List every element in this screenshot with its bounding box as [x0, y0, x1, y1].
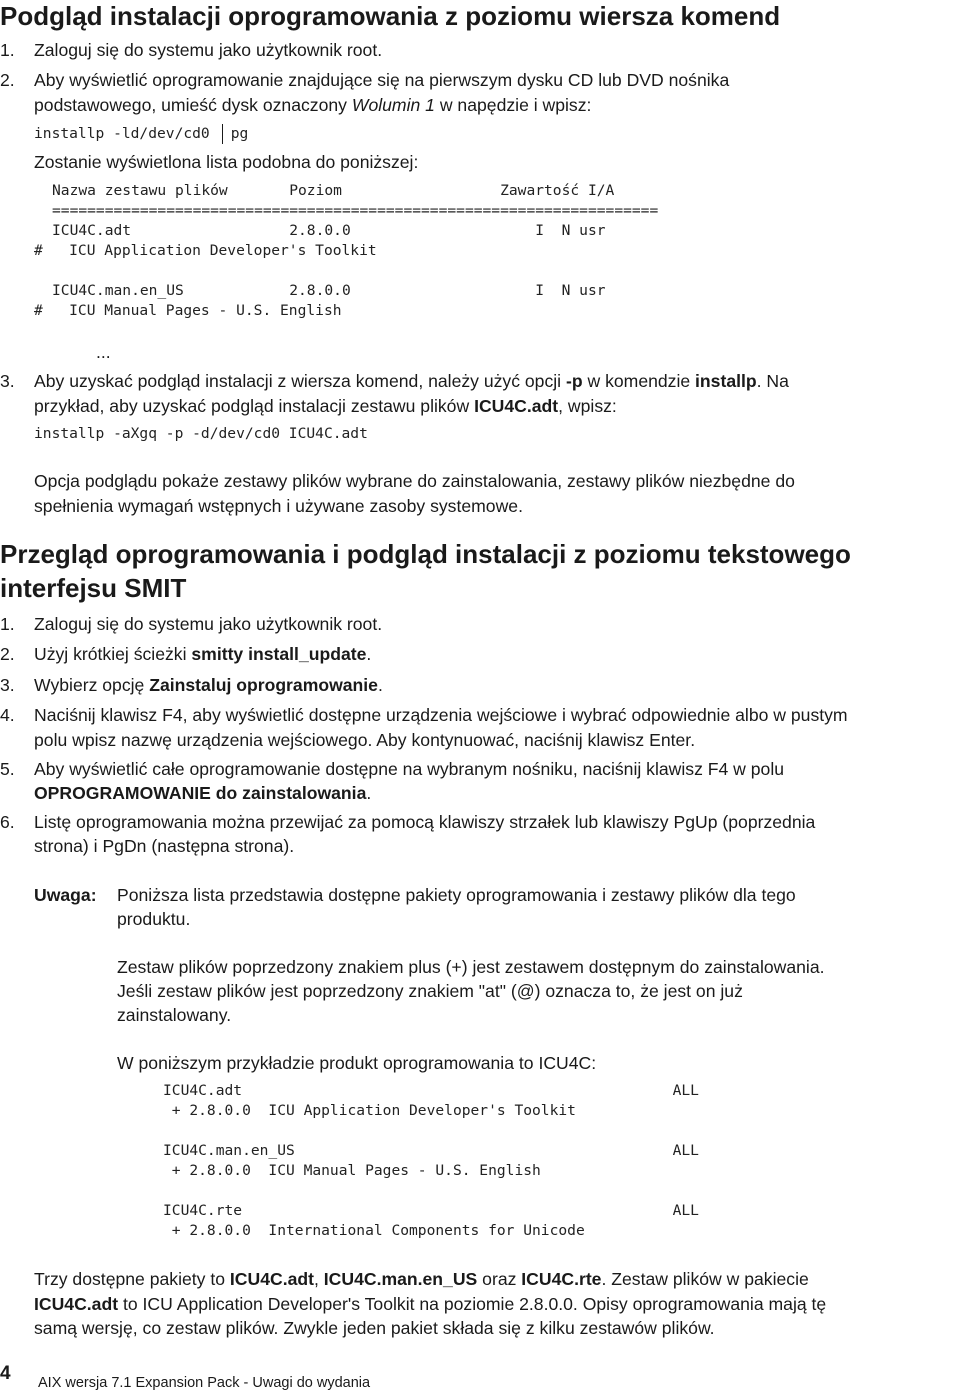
code-line: Nazwa zestawu plików Poziom Zawartość I/A	[52, 182, 615, 199]
option-flag: -p	[565, 371, 583, 391]
list-item	[0, 642, 371, 666]
list-item	[0, 612, 382, 636]
step-text-continuation: strona) i PgDn (następna strona).	[34, 836, 295, 856]
text-segment: Użyj krótkiej ścieżki	[34, 644, 192, 664]
step-text: Zaloguj się do systemu jako użytkownik root.	[34, 614, 383, 634]
page-number: 4	[0, 1363, 11, 1384]
step-text-continuation	[34, 394, 617, 418]
code-block-listing	[34, 181, 658, 321]
text-segment: , wpisz:	[558, 396, 617, 416]
text-segment: . Na	[756, 371, 789, 391]
command-name: installp	[695, 371, 757, 391]
summary-line	[34, 1267, 809, 1291]
package-name: ICU4C.man.en_US	[323, 1269, 478, 1289]
text-segment: oraz	[477, 1269, 522, 1289]
text-segment: w napędzie i wpisz:	[434, 95, 592, 115]
step-text-continuation: polu wpisz nazwę urządzenia wejściowego. Aby kontynuować, naciśnij klawisz Enter.	[34, 730, 696, 750]
list-item	[0, 673, 383, 697]
summary-line: samą wersję, co zestaw plików. Zwykle jeden pakiet składa się z kilku zestawów plików.	[34, 1318, 715, 1338]
volume-name: Wolumin 1	[351, 95, 435, 115]
text-segment: Trzy dostępne pakiety to	[34, 1269, 230, 1289]
step-number: 5.	[0, 759, 15, 779]
code-line: ICU4C.rte ALL	[163, 1202, 699, 1219]
paragraph: Opcja podglądu pokaże zestawy plików wybrane do zainstalowania, zestawy plików niezbędne do	[34, 471, 795, 491]
code-block-example	[163, 1081, 699, 1241]
step-text: Naciśnij klawisz F4, aby wyświetlić dostępne urządzenia wejściowe i wybrać odpowiednie albo w pustym	[34, 705, 848, 725]
note-label: Uwaga:	[34, 885, 97, 905]
text-segment: Aby uzyskać podgląd instalacji z wiersza komend, należy użyć opcji	[34, 371, 566, 391]
text-segment: Wybierz opcję	[34, 675, 150, 695]
step-number: 6.	[0, 812, 15, 832]
paragraph: spełnienia wymagań wstępnych i używane zasoby systemowe.	[34, 496, 523, 516]
note-text: W poniższym przykładzie produkt oprogramowania to ICU4C:	[117, 1053, 597, 1073]
step-number: 4.	[0, 705, 15, 725]
command-text: installp -ld/dev/cd0	[34, 125, 210, 142]
package-name: ICU4C.rte	[521, 1269, 602, 1289]
code-line: ICU4C.man.en_US 2.8.0.0 I N usr	[52, 282, 606, 299]
step-text: Listę oprogramowania można przewijać za pomocą klawiszy strzałek lub klawiszy PgUp (poprzednia	[34, 812, 816, 832]
note-text: Jeśli zestaw plików jest poprzedzony znakiem "at" (@) oznacza to, że jest on już	[117, 981, 743, 1001]
text-segment: ,	[314, 1269, 324, 1289]
code-line: # ICU Manual Pages - U.S. English	[34, 302, 342, 319]
code-line: =====================================================================	[52, 202, 659, 219]
list-item	[0, 369, 789, 393]
text-segment: podstawowego, umieść dysk oznaczony	[34, 95, 352, 115]
step-text: Aby wyświetlić całe oprogramowanie dostępne na wybranym nośniku, naciśnij klawisz F4 w polu	[34, 759, 785, 779]
list-item	[0, 38, 382, 62]
listing-intro: Zostanie wyświetlona lista podobna do poniższej:	[34, 152, 419, 172]
code-line: + 2.8.0.0 International Components for Unicode	[163, 1222, 585, 1239]
code-line-empty	[163, 1121, 699, 1141]
fastpath-name: smitty install_update	[191, 644, 367, 664]
text-segment: .	[366, 783, 372, 803]
note-text: zainstalowany.	[117, 1005, 232, 1025]
section-title-cli-preview: Podgląd instalacji oprogramowania z poziomu wiersza komend	[0, 1, 781, 31]
step-number: 1.	[0, 40, 15, 60]
text-segment: w komendzie	[582, 371, 696, 391]
code-line-empty	[34, 261, 658, 281]
list-item	[0, 810, 815, 834]
step-number: 3.	[0, 675, 15, 695]
package-name: ICU4C.adt	[229, 1269, 314, 1289]
text-segment: .	[377, 675, 383, 695]
step-text-continuation	[34, 93, 591, 117]
package-name: ICU4C.adt	[34, 1294, 119, 1314]
step-text-continuation	[34, 781, 371, 805]
code-line: ICU4C.adt 2.8.0.0 I N usr	[52, 222, 606, 239]
step-number: 2.	[0, 70, 15, 90]
section-title-smit: Przegląd oprogramowania i podgląd instalacji z poziomu tekstowego	[0, 539, 851, 569]
code-line-empty	[163, 1181, 699, 1201]
step-text: Zaloguj się do systemu jako użytkownik root.	[34, 40, 383, 60]
ellipsis: ...	[96, 342, 111, 362]
step-number: 2.	[0, 644, 15, 664]
command-text: pg	[230, 125, 249, 142]
code-line: ICU4C.man.en_US ALL	[163, 1142, 699, 1159]
section-title-smit-continuation: interfejsu SMIT	[0, 573, 187, 603]
note-text: produktu.	[117, 909, 191, 929]
menu-option-name: Zainstaluj oprogramowanie	[149, 675, 378, 695]
note-text: Zestaw plików poprzedzony znakiem plus (+) jest zestawem dostępnym do zainstalowania.	[117, 957, 825, 977]
code-line: + 2.8.0.0 ICU Manual Pages - U.S. English	[163, 1162, 541, 1179]
pipe-separator	[222, 124, 223, 144]
command-listing	[34, 123, 248, 145]
note-text: Poniższa lista przedstawia dostępne pakiety oprogramowania i zestawy plików dla tego	[117, 885, 796, 905]
list-item	[0, 703, 848, 727]
summary-line	[34, 1292, 826, 1316]
footer-book-title: AIX wersja 7.1 Expansion Pack - Uwagi do wydania	[38, 1375, 371, 1391]
text-segment: . Zestaw plików w pakiecie	[601, 1269, 809, 1289]
code-line: ICU4C.adt ALL	[163, 1082, 699, 1099]
text-segment: .	[366, 644, 372, 664]
command-text: installp -aXgq -p -d/dev/cd0 ICU4C.adt	[34, 425, 368, 442]
text-segment: przykład, aby uzyskać podgląd instalacji zestawu plików	[34, 396, 475, 416]
fileset-name: ICU4C.adt	[474, 396, 559, 416]
step-text: Aby wyświetlić oprogramowanie znajdujące się na pierwszym dysku CD lub DVD nośnika	[34, 70, 730, 90]
code-line: + 2.8.0.0 ICU Application Developer's Toolkit	[163, 1102, 576, 1119]
field-name: OPROGRAMOWANIE do zainstalowania	[34, 783, 367, 803]
list-item	[0, 68, 729, 92]
code-line: # ICU Application Developer's Toolkit	[34, 242, 377, 259]
step-number: 1.	[0, 614, 15, 634]
step-number: 3.	[0, 371, 15, 391]
text-segment: to ICU Application Developer's Toolkit na poziomie 2.8.0.0. Opisy oprogramowania mają tę	[118, 1294, 827, 1314]
list-item	[0, 757, 784, 781]
